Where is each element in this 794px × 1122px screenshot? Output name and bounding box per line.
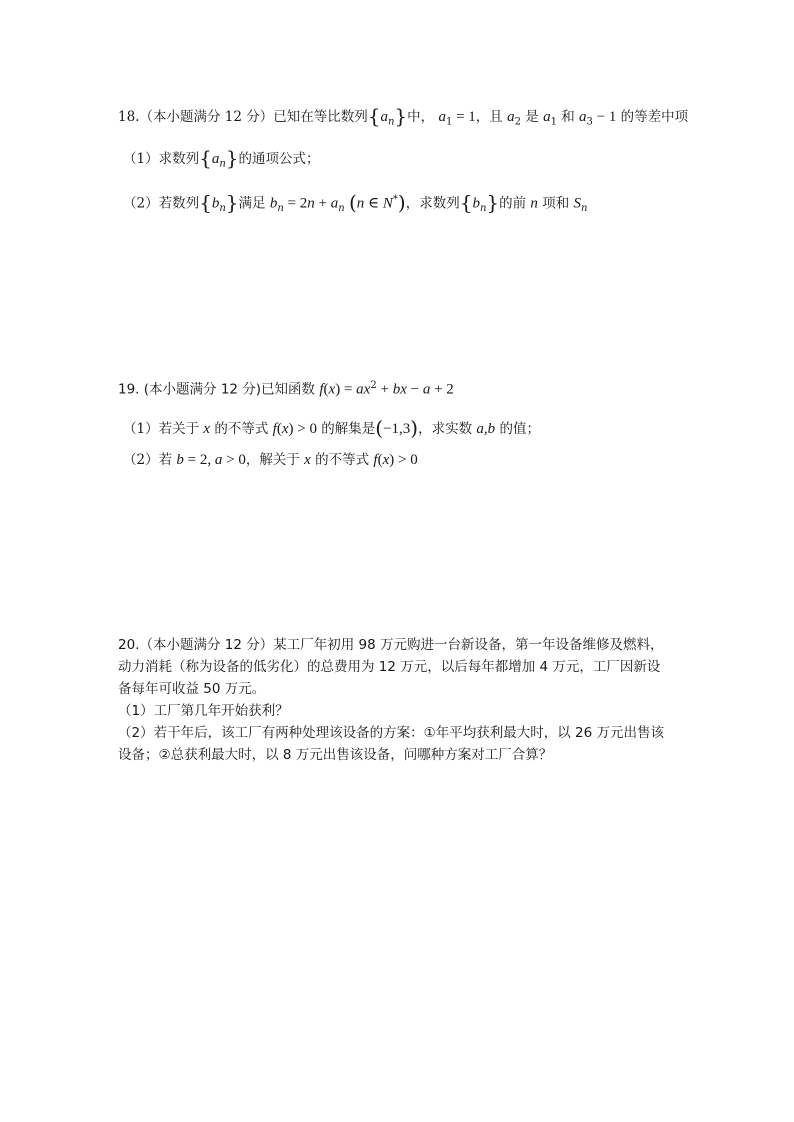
problem-18-part-2: （2）若数列$\{b_n\}$满足 $b_n = 2n + a_n$ (n ∈ N*)，求数列$\{b_n\}$的前 n 项和 $S_n$: [123, 190, 588, 215]
problem-19-part-1: （1）若关于 x 的不等式 f(x) > 0 的解集是(−1,3)，求实数 a,b 的值；: [123, 416, 540, 440]
problem-20-part-2-line-1: （2）若干年后，该工厂有两种处理该设备的方案：①年平均获利最大时，以 26 万元出售该: [118, 725, 664, 741]
problem-20-line-3: 备每年可收益 50 万元。: [118, 681, 266, 697]
problem-18-part-1: （1）求数列$\{a_n\}$的通项公式；: [123, 146, 320, 170]
problem-18-header: 18.（本小题满分 12 分）已知在等比数列$\{a_n\}$中， $a_1 = 1$，且 $a_2$ 是 $a_1$ 和 $a_3 - 1$ 的等差中项: [118, 104, 689, 128]
problem-19-part-2: （2）若 b = 2, a > 0，解关于 x 的不等式 f(x) > 0: [123, 452, 418, 468]
problem-20-line-1: 20.（本小题满分 12 分）某工厂年初用 98 万元购进一台新设备，第一年设备维修及燃料，: [118, 637, 664, 653]
problem-20-part-2-line-2: 设备；②总获利最大时，以 8 万元出售该设备，问哪种方案对工厂合算？: [118, 747, 553, 763]
problem-20-line-2: 动力消耗（称为设备的低劣化）的总费用为 12 万元，以后每年都增加 4 万元，工厂因新设: [118, 659, 661, 675]
problem-19-header: 19. (本小题满分 12 分)已知函数 $f(x) = ax^2$ + bx − a + 2: [118, 380, 454, 398]
problem-20-part-1: （1）工厂第几年开始获利？: [118, 703, 289, 719]
